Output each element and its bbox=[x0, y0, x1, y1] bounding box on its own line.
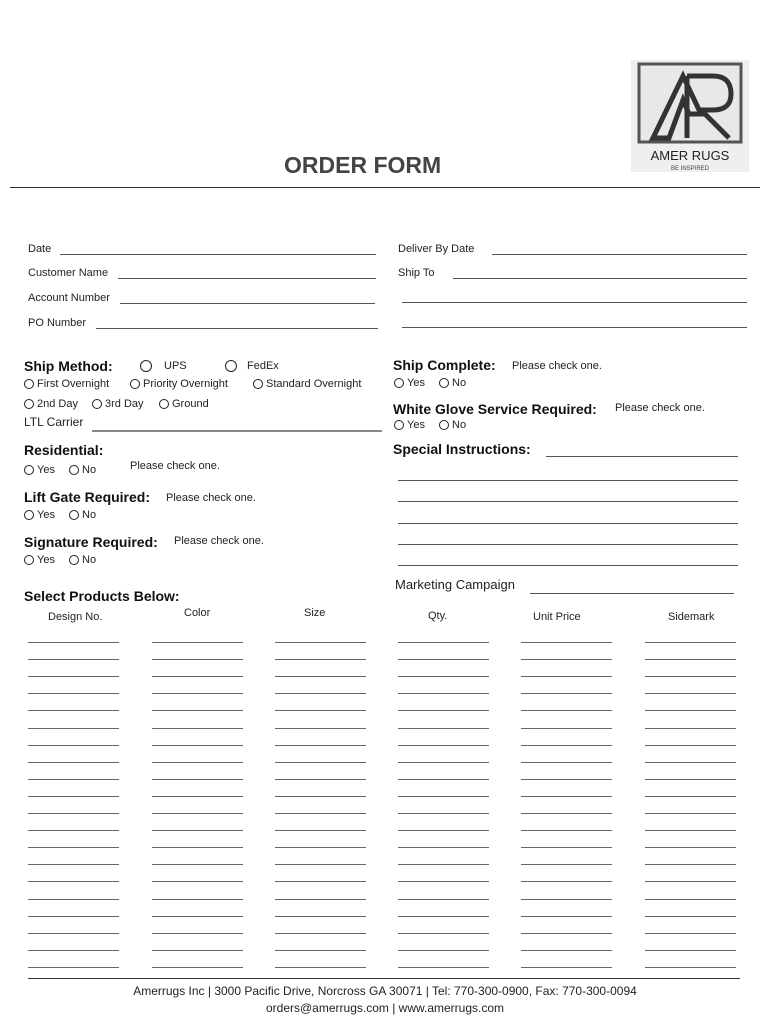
product-cell-field[interactable] bbox=[275, 847, 366, 848]
product-cell-field[interactable] bbox=[152, 745, 243, 746]
product-cell-field[interactable] bbox=[398, 693, 489, 694]
product-cell-field[interactable] bbox=[152, 796, 243, 797]
product-cell-field[interactable] bbox=[645, 933, 736, 934]
white-glove-yes-label: Yes bbox=[407, 419, 425, 431]
po-number-field[interactable] bbox=[96, 328, 378, 329]
product-cell-field[interactable] bbox=[398, 950, 489, 951]
product-cell-field[interactable] bbox=[152, 710, 243, 711]
product-cell-field[interactable] bbox=[152, 762, 243, 763]
product-cell-field[interactable] bbox=[521, 659, 612, 660]
product-cell-field[interactable] bbox=[398, 642, 489, 643]
product-cell-field[interactable] bbox=[521, 779, 612, 780]
product-cell-field[interactable] bbox=[645, 967, 736, 968]
radio-icon[interactable] bbox=[140, 360, 152, 372]
product-cell-field[interactable] bbox=[645, 659, 736, 660]
product-cell-field[interactable] bbox=[28, 796, 119, 797]
ship-ups-option[interactable] bbox=[140, 360, 187, 372]
product-cell-field[interactable] bbox=[521, 762, 612, 763]
product-cell-field[interactable] bbox=[152, 847, 243, 848]
product-cell-field[interactable] bbox=[152, 916, 243, 917]
product-cell-field[interactable] bbox=[152, 899, 243, 900]
product-cell-field[interactable] bbox=[28, 642, 119, 643]
radio-icon[interactable] bbox=[225, 360, 237, 372]
product-cell-field[interactable] bbox=[152, 728, 243, 729]
product-cell-field[interactable] bbox=[152, 830, 243, 831]
product-cell-field[interactable] bbox=[398, 830, 489, 831]
col-design-no-header: Design No. bbox=[48, 611, 103, 623]
special-instructions-line-6[interactable] bbox=[398, 565, 738, 566]
product-cell-field[interactable] bbox=[398, 710, 489, 711]
col-unit-price-header: Unit Price bbox=[533, 611, 581, 623]
product-cell-field[interactable] bbox=[275, 916, 366, 917]
col-color-header: Color bbox=[184, 607, 211, 619]
ship-2nd-day-option[interactable] bbox=[24, 398, 78, 410]
lift-gate-heading: Lift Gate Required: bbox=[24, 489, 151, 505]
ship-complete-heading: Ship Complete: bbox=[393, 357, 496, 373]
product-cell-field[interactable] bbox=[275, 762, 366, 763]
ship-2nd-day-label: 2nd Day bbox=[37, 398, 78, 410]
ship-ground-option[interactable] bbox=[159, 398, 209, 410]
product-cell-field[interactable] bbox=[28, 728, 119, 729]
product-cell-field[interactable] bbox=[152, 967, 243, 968]
ship-complete-no-option[interactable] bbox=[439, 377, 466, 389]
ship-to-field[interactable] bbox=[453, 278, 747, 279]
product-cell-field[interactable] bbox=[521, 642, 612, 643]
product-cell-field[interactable] bbox=[521, 881, 612, 882]
radio-icon[interactable] bbox=[439, 420, 449, 430]
product-cell-field[interactable] bbox=[275, 950, 366, 951]
product-cell-field[interactable] bbox=[398, 728, 489, 729]
product-cell-field[interactable] bbox=[275, 745, 366, 746]
marketing-campaign-field[interactable] bbox=[530, 593, 734, 594]
col-size-header: Size bbox=[304, 607, 326, 619]
product-cell-field[interactable] bbox=[152, 864, 243, 865]
product-cell-field[interactable] bbox=[28, 847, 119, 848]
radio-icon[interactable] bbox=[130, 379, 140, 389]
product-cell-field[interactable] bbox=[28, 813, 119, 814]
product-cell-field[interactable] bbox=[275, 710, 366, 711]
ship-complete-yes-option[interactable] bbox=[394, 377, 425, 389]
product-cell-field[interactable] bbox=[645, 864, 736, 865]
residential-yes-option[interactable] bbox=[24, 464, 55, 476]
product-cell-field[interactable] bbox=[398, 916, 489, 917]
product-cell-field[interactable] bbox=[28, 950, 119, 951]
product-cell-field[interactable] bbox=[275, 864, 366, 865]
lift-gate-yes-label: Yes bbox=[37, 509, 55, 521]
product-cell-field[interactable] bbox=[28, 864, 119, 865]
ship-to-field-line-3[interactable] bbox=[402, 327, 747, 328]
special-instructions-line-4[interactable] bbox=[398, 523, 738, 524]
product-cell-field[interactable] bbox=[152, 881, 243, 882]
product-cell-field[interactable] bbox=[645, 881, 736, 882]
product-cell-field[interactable] bbox=[398, 967, 489, 968]
lift-gate-note: Please check one. bbox=[166, 492, 256, 504]
product-cell-field[interactable] bbox=[398, 745, 489, 746]
product-cell-field[interactable] bbox=[275, 881, 366, 882]
product-cell-field[interactable] bbox=[645, 710, 736, 711]
logo-brand-text: AMER RUGS bbox=[650, 148, 730, 163]
product-cell-field[interactable] bbox=[28, 710, 119, 711]
product-cell-field[interactable] bbox=[521, 933, 612, 934]
product-cell-field[interactable] bbox=[152, 642, 243, 643]
product-cell-field[interactable] bbox=[645, 745, 736, 746]
date-label: Date bbox=[28, 243, 52, 255]
white-glove-heading: White Glove Service Required: bbox=[393, 401, 597, 417]
date-field[interactable] bbox=[60, 254, 376, 255]
residential-note: Please check one. bbox=[130, 460, 220, 472]
product-cell-field[interactable] bbox=[275, 967, 366, 968]
product-cell-field[interactable] bbox=[521, 693, 612, 694]
po-number-label: PO Number bbox=[28, 317, 87, 329]
signature-yes-label: Yes bbox=[37, 554, 55, 566]
radio-icon[interactable] bbox=[439, 378, 449, 388]
product-cell-field[interactable] bbox=[152, 659, 243, 660]
lift-gate-no-label: No bbox=[82, 509, 97, 521]
product-cell-field[interactable] bbox=[28, 693, 119, 694]
signature-heading: Signature Required: bbox=[24, 534, 158, 550]
product-cell-field[interactable] bbox=[521, 813, 612, 814]
logo-tagline-text: BE INSPIRED bbox=[670, 166, 710, 172]
product-cell-field[interactable] bbox=[28, 916, 119, 917]
radio-icon[interactable] bbox=[69, 465, 79, 475]
deliver-by-date-field[interactable] bbox=[492, 254, 747, 255]
radio-icon[interactable] bbox=[253, 379, 263, 389]
product-cell-field[interactable] bbox=[275, 659, 366, 660]
footer-address: Amerrugs Inc | 3000 Pacific Drive, Norcross GA 30071 | Tel: 770-300-0900, Fax: 770-300-0094 bbox=[133, 984, 637, 998]
product-cell-field[interactable] bbox=[398, 847, 489, 848]
product-cell-field[interactable] bbox=[521, 796, 612, 797]
product-cell-field[interactable] bbox=[28, 745, 119, 746]
radio-icon[interactable] bbox=[24, 465, 34, 475]
product-cell-field[interactable] bbox=[521, 950, 612, 951]
product-cell-field[interactable] bbox=[398, 864, 489, 865]
customer-name-field[interactable] bbox=[118, 278, 376, 279]
radio-icon[interactable] bbox=[24, 399, 34, 409]
product-cell-field[interactable] bbox=[645, 830, 736, 831]
product-cell-field[interactable] bbox=[521, 710, 612, 711]
product-cell-field[interactable] bbox=[275, 899, 366, 900]
deliver-by-date-label: Deliver By Date bbox=[398, 243, 475, 255]
product-cell-field[interactable] bbox=[275, 830, 366, 831]
ship-ups-label: UPS bbox=[164, 360, 187, 372]
ltl-carrier-field[interactable] bbox=[92, 430, 382, 432]
customer-name-label: Customer Name bbox=[28, 267, 109, 279]
product-cell-field[interactable] bbox=[398, 813, 489, 814]
product-cell-field[interactable] bbox=[521, 847, 612, 848]
signature-yes-option[interactable] bbox=[24, 554, 55, 566]
product-cell-field[interactable] bbox=[521, 899, 612, 900]
product-cell-field[interactable] bbox=[398, 881, 489, 882]
product-cell-field[interactable] bbox=[275, 728, 366, 729]
product-cell-field[interactable] bbox=[275, 676, 366, 677]
ship-to-label: Ship To bbox=[398, 267, 435, 279]
product-cell-field[interactable] bbox=[152, 813, 243, 814]
special-instructions-field[interactable] bbox=[546, 456, 738, 457]
radio-icon[interactable] bbox=[394, 378, 404, 388]
product-cell-field[interactable] bbox=[521, 745, 612, 746]
product-cell-field[interactable] bbox=[28, 659, 119, 660]
signature-no-label: No bbox=[82, 554, 97, 566]
signature-no-option[interactable] bbox=[69, 554, 96, 566]
product-cell-field[interactable] bbox=[275, 779, 366, 780]
product-cell-field[interactable] bbox=[521, 676, 612, 677]
product-cell-field[interactable] bbox=[645, 847, 736, 848]
ship-3rd-day-label: 3rd Day bbox=[105, 398, 144, 410]
ship-standard-overnight-option[interactable] bbox=[253, 378, 361, 390]
product-cell-field[interactable] bbox=[152, 693, 243, 694]
product-cell-field[interactable] bbox=[521, 728, 612, 729]
signature-note: Please check one. bbox=[174, 535, 264, 547]
product-cell-field[interactable] bbox=[398, 796, 489, 797]
product-cell-field[interactable] bbox=[28, 779, 119, 780]
col-sidemark-header: Sidemark bbox=[668, 611, 715, 623]
product-cell-field[interactable] bbox=[398, 762, 489, 763]
product-cell-field[interactable] bbox=[645, 642, 736, 643]
product-cell-field[interactable] bbox=[645, 950, 736, 951]
residential-heading: Residential: bbox=[24, 442, 104, 458]
company-logo bbox=[631, 60, 749, 172]
ship-fedex-label: FedEx bbox=[247, 360, 279, 372]
radio-icon[interactable] bbox=[394, 420, 404, 430]
product-cell-field[interactable] bbox=[398, 779, 489, 780]
amer-rugs-logo-graphic bbox=[631, 60, 749, 172]
radio-icon[interactable] bbox=[24, 379, 34, 389]
radio-icon[interactable] bbox=[24, 510, 34, 520]
ship-complete-no-label: No bbox=[452, 377, 467, 389]
radio-icon[interactable] bbox=[92, 399, 102, 409]
product-cell-field[interactable] bbox=[275, 933, 366, 934]
product-cell-field[interactable] bbox=[521, 967, 612, 968]
footer-contact: orders@amerrugs.com | www.amerrugs.com bbox=[265, 1001, 505, 1015]
radio-icon[interactable] bbox=[159, 399, 169, 409]
product-cell-field[interactable] bbox=[28, 762, 119, 763]
product-cell-field[interactable] bbox=[28, 676, 119, 677]
white-glove-no-option[interactable] bbox=[439, 419, 466, 431]
account-number-label: Account Number bbox=[28, 292, 110, 304]
product-cell-field[interactable] bbox=[521, 864, 612, 865]
ship-priority-overnight-label: Priority Overnight bbox=[143, 378, 228, 390]
ship-standard-overnight-label: Standard Overnight bbox=[266, 378, 362, 390]
radio-icon[interactable] bbox=[69, 555, 79, 565]
ship-first-overnight-option[interactable] bbox=[24, 378, 109, 390]
radio-icon[interactable] bbox=[24, 555, 34, 565]
col-qty-header: Qty. bbox=[428, 610, 448, 622]
product-cell-field[interactable] bbox=[28, 967, 119, 968]
special-instructions-line-5[interactable] bbox=[398, 544, 738, 545]
product-cell-field[interactable] bbox=[28, 899, 119, 900]
product-cell-field[interactable] bbox=[398, 676, 489, 677]
lift-gate-no-option[interactable] bbox=[69, 509, 96, 521]
title-divider bbox=[10, 187, 760, 188]
ship-first-overnight-label: First Overnight bbox=[37, 378, 110, 390]
product-cell-field[interactable] bbox=[28, 881, 119, 882]
product-cell-field[interactable] bbox=[275, 796, 366, 797]
account-number-field[interactable] bbox=[120, 303, 375, 304]
product-cell-field[interactable] bbox=[645, 899, 736, 900]
product-cell-field[interactable] bbox=[275, 813, 366, 814]
product-cell-field[interactable] bbox=[521, 916, 612, 917]
residential-no-label: No bbox=[82, 464, 97, 476]
product-cell-field[interactable] bbox=[645, 728, 736, 729]
product-cell-field[interactable] bbox=[645, 813, 736, 814]
ship-fedex-option[interactable] bbox=[225, 360, 279, 372]
footer-divider bbox=[28, 978, 740, 979]
product-cell-field[interactable] bbox=[521, 830, 612, 831]
product-cell-field[interactable] bbox=[398, 659, 489, 660]
white-glove-no-label: No bbox=[452, 419, 467, 431]
product-cell-field[interactable] bbox=[645, 916, 736, 917]
product-cell-field[interactable] bbox=[275, 642, 366, 643]
product-cell-field[interactable] bbox=[152, 779, 243, 780]
special-instructions-line-2[interactable] bbox=[398, 480, 738, 481]
residential-yes-label: Yes bbox=[37, 464, 55, 476]
product-cell-field[interactable] bbox=[152, 933, 243, 934]
special-instructions-heading: Special Instructions: bbox=[393, 441, 531, 457]
product-cell-field[interactable] bbox=[28, 933, 119, 934]
products-heading: Select Products Below: bbox=[24, 588, 180, 604]
product-cell-field[interactable] bbox=[398, 899, 489, 900]
product-cell-field[interactable] bbox=[645, 762, 736, 763]
ship-complete-note: Please check one. bbox=[512, 360, 602, 372]
residential-no-option[interactable] bbox=[69, 464, 96, 476]
ltl-carrier-label: LTL Carrier bbox=[24, 415, 84, 429]
ship-method-heading: Ship Method: bbox=[24, 358, 113, 374]
lift-gate-yes-option[interactable] bbox=[24, 509, 55, 521]
product-cell-field[interactable] bbox=[645, 693, 736, 694]
product-cell-field[interactable] bbox=[275, 693, 366, 694]
special-instructions-line-3[interactable] bbox=[398, 501, 738, 502]
product-cell-field[interactable] bbox=[28, 830, 119, 831]
ship-3rd-day-option[interactable] bbox=[92, 398, 144, 410]
ship-ground-label: Ground bbox=[172, 398, 209, 410]
product-cell-field[interactable] bbox=[645, 676, 736, 677]
radio-icon[interactable] bbox=[69, 510, 79, 520]
white-glove-yes-option[interactable] bbox=[394, 419, 425, 431]
product-cell-field[interactable] bbox=[152, 676, 243, 677]
product-cell-field[interactable] bbox=[398, 933, 489, 934]
ship-to-field-line-2[interactable] bbox=[402, 302, 747, 303]
product-cell-field[interactable] bbox=[645, 796, 736, 797]
page-title: ORDER FORM bbox=[284, 152, 442, 178]
ship-complete-yes-label: Yes bbox=[407, 377, 425, 389]
white-glove-note: Please check one. bbox=[615, 402, 705, 414]
product-cell-field[interactable] bbox=[152, 950, 243, 951]
product-cell-field[interactable] bbox=[645, 779, 736, 780]
ship-priority-overnight-option[interactable] bbox=[130, 378, 228, 390]
marketing-campaign-label: Marketing Campaign bbox=[395, 577, 515, 592]
